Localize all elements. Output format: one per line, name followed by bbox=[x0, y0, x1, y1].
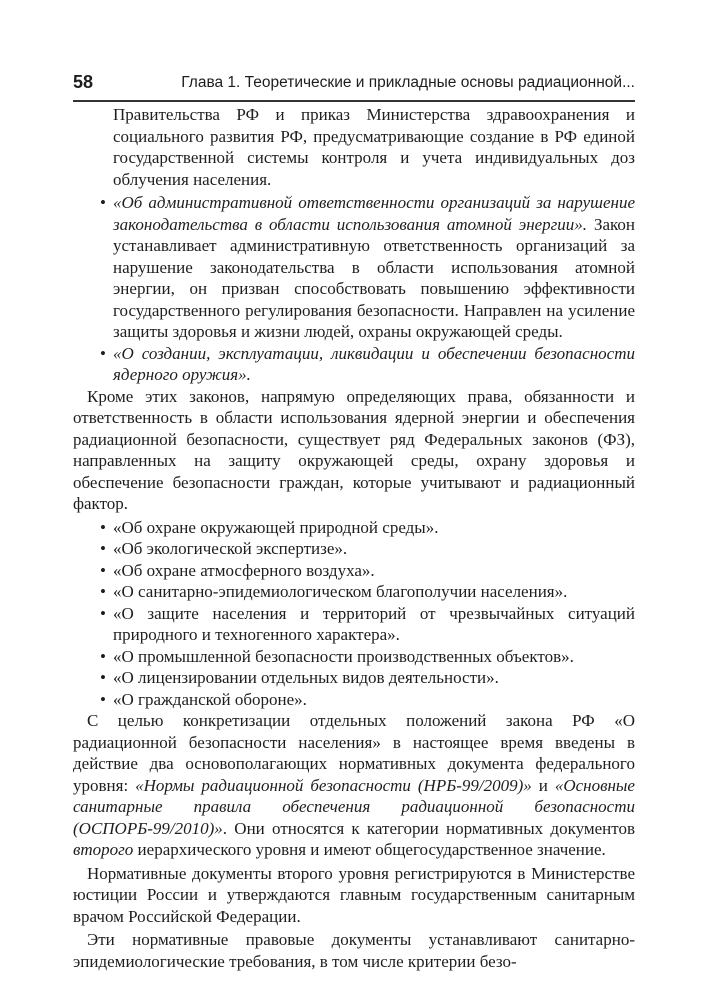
documents-conjunction: и bbox=[531, 775, 555, 795]
fz-list-item bbox=[73, 667, 635, 689]
fz-list-item bbox=[73, 646, 635, 668]
fz-list-item-text: «О промышленной безопасности производственных объектов». bbox=[113, 646, 574, 666]
document-title-osporb: «Основные санитарные правила обеспечения радиационной безопасности (ОСПОРБ-99/2010)» bbox=[73, 775, 635, 838]
fz-list-item bbox=[73, 517, 635, 539]
bullet-icon: • bbox=[100, 603, 106, 623]
bullet-icon: • bbox=[100, 539, 106, 558]
fz-list-item-text: «Об охране атмосферного воздуха». bbox=[113, 560, 375, 580]
emphasis-second: второго bbox=[73, 840, 134, 859]
law-item bbox=[73, 343, 635, 386]
fz-list-item-text: «О защите населения и территорий от чрезвычайных ситуаций природного и техногенного характера». bbox=[113, 603, 635, 644]
page-header bbox=[73, 70, 635, 102]
fz-list-item-text: «О санитарно-эпидемиологическом благополучии населения». bbox=[113, 582, 568, 601]
documents-text: С целью конкретизации отдельных положений закона РФ «О радиационной безопасности населения» в настоящее время введены в действие два основополагающих нормативных документа федерального уровня: bbox=[73, 711, 635, 795]
paragraph-registration: Нормативные документы второго уровня регистрируются в Министерстве юстиции России и утверждаются главным государственным санитарным врачом Российской Федерации. bbox=[73, 863, 635, 926]
documents-text: иерархического уровня и имеют общегосударственное значение. bbox=[133, 840, 606, 859]
fz-list-item bbox=[73, 689, 635, 711]
running-title: Глава 1. Теоретические и прикладные основы радиационной... bbox=[181, 74, 635, 91]
paragraph-fz-intro: Кроме этих законов, напрямую определяющих права, обязанности и ответственность в области использования ядерной энергии и обеспечения радиационной безопасности, существует ряд Федеральных законов (ФЗ), направленных на защиту окружающей среды, охрану здоровья и обеспечение безопасности граждан, которые учитывают и радиационный фактор. bbox=[73, 386, 635, 513]
document-title-nrb: «Нормы радиационной безопасности (НРБ-99/2009)» bbox=[135, 775, 532, 795]
bullet-icon: • bbox=[100, 646, 106, 666]
fz-list-item-text: «О лицензировании отдельных видов деятельности». bbox=[113, 668, 499, 687]
fz-list-item bbox=[73, 581, 635, 603]
law-item bbox=[73, 192, 635, 343]
bullet-icon: • bbox=[100, 582, 106, 601]
bullet-icon: • bbox=[100, 689, 106, 709]
page-body bbox=[73, 104, 635, 974]
bullet-icon: • bbox=[100, 193, 106, 212]
law-description: Закон устанавливает административную ответственность организаций за нарушение законодательства в области использования атомной энергии, он призван способствовать повышению эффективности государственного регулирования безопасности. Направлен на усиление защиты здоровья и жизни людей, охраны окружающей среды. bbox=[113, 214, 635, 341]
documents-text: . Они относятся к категории нормативных документов bbox=[222, 818, 635, 838]
fz-list-item-text: «Об охране окружающей природной среды». bbox=[113, 517, 439, 537]
fz-list-item bbox=[73, 560, 635, 582]
bullet-icon: • bbox=[100, 668, 106, 687]
page-number: 58 bbox=[73, 72, 94, 92]
fz-list-item bbox=[73, 603, 635, 646]
fz-list-item bbox=[73, 538, 635, 560]
fz-list-item-text: «Об экологической экспертизе». bbox=[113, 539, 348, 558]
bullet-icon: • bbox=[100, 517, 106, 537]
continued-paragraph: Правительства РФ и приказ Министерства здравоохранения и социального развития РФ, предусматривающие создание в РФ единой государственной системы контроля и учета индивидуальных доз облучения населения. bbox=[113, 105, 635, 189]
paragraph-documents bbox=[73, 710, 635, 861]
paragraph-requirements: Эти нормативные правовые документы устанавливают санитарно-эпидемиологические требования, в том числе критерии безо- bbox=[73, 930, 635, 971]
bullet-icon: • bbox=[100, 560, 106, 580]
law-title: «О создании, эксплуатации, ликвидации и обеспечении безопасности ядерного оружия». bbox=[113, 343, 635, 384]
law-title: «Об административной ответственности организаций за нарушение законодательства в области использования атомной энергии». bbox=[113, 193, 635, 234]
bullet-icon: • bbox=[100, 343, 106, 363]
fz-list-item-text: «О гражданской обороне». bbox=[113, 689, 307, 709]
